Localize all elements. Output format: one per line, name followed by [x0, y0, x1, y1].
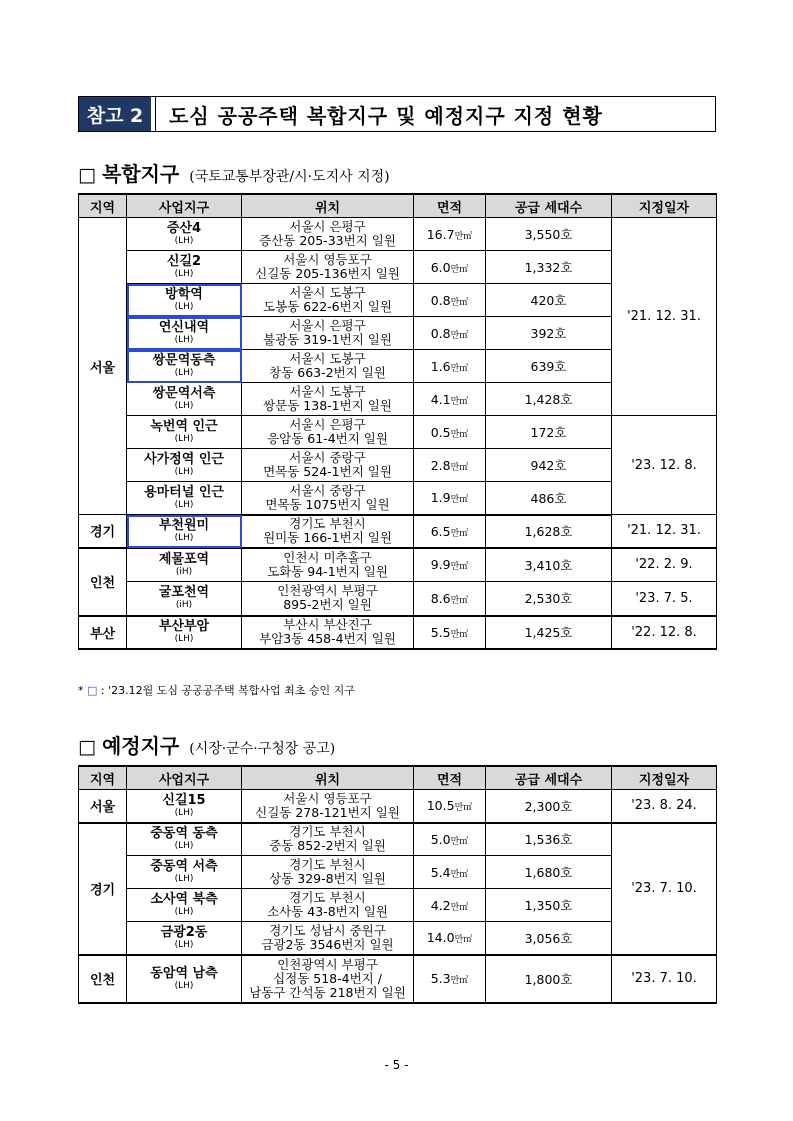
region-cell: 인천: [79, 955, 127, 1003]
header-households: 공급 세대수: [486, 766, 612, 790]
project-cell: 녹번역 인근 (LH): [127, 416, 242, 449]
project-cell-highlighted: 쌍문역동측 (LH): [127, 350, 242, 383]
area-cell: 9.9만㎡: [414, 548, 486, 582]
date-cell: '23. 7. 5.: [612, 582, 717, 616]
households-cell: 486호: [486, 482, 612, 515]
header-date: 지정일자: [612, 194, 717, 218]
households-cell: 392호: [486, 317, 612, 350]
header-region: 지역: [79, 766, 127, 790]
households-cell: 3,410호: [486, 548, 612, 582]
project-cell: 사가정역 인근 (LH): [127, 449, 242, 482]
location-cell: 경기도 부천시 소사동 43-8번지 일원: [242, 889, 414, 922]
project-cell: 중동역 동측 (LH): [127, 823, 242, 856]
location-cell: 인천광역시 부평구 895-2번지 일원: [242, 582, 414, 616]
table-row: [79, 515, 717, 548]
footnote-text: : '23.12월 도심 공공공주택 복합사업 최초 승인 지구: [100, 684, 355, 697]
footnote-star: *: [78, 684, 84, 697]
project-cell-highlighted: 연신내역 (LH): [127, 317, 242, 350]
location-cell: 서울시 영등포구 신길동 278-121번지 일원: [242, 790, 414, 823]
section1-title: 복합지구: [101, 162, 180, 186]
households-cell: 942호: [486, 449, 612, 482]
households-cell: 1,425호: [486, 616, 612, 649]
households-cell: 1,428호: [486, 383, 612, 416]
region-cell: 서울: [79, 218, 127, 515]
project-cell: 소사역 북측 (LH): [127, 889, 242, 922]
households-cell: 172호: [486, 416, 612, 449]
households-cell: 1,680호: [486, 856, 612, 889]
project-cell: 중동역 서측 (LH): [127, 856, 242, 889]
date-cell: '21. 12. 31.: [612, 515, 717, 548]
blue-square-icon: □: [87, 684, 98, 697]
project-cell: 용마터널 인근 (LH): [127, 482, 242, 515]
page-number: - 5 -: [384, 1058, 409, 1072]
location-cell: 서울시 도봉구 도봉동 622-6번지 일원: [242, 284, 414, 317]
date-cell: '23. 8. 24.: [612, 790, 717, 823]
location-cell: 서울시 중랑구 면목동 524-1번지 일원: [242, 449, 414, 482]
area-cell: 14.0만㎡: [414, 922, 486, 955]
section2-heading: [78, 730, 335, 759]
date-cell: '21. 12. 31.: [612, 218, 717, 416]
area-cell: 0.8만㎡: [414, 317, 486, 350]
project-cell: 증산4 (LH): [127, 218, 242, 251]
households-cell: 1,350호: [486, 889, 612, 922]
date-cell: '22. 2. 9.: [612, 548, 717, 582]
region-cell: 경기: [79, 823, 127, 955]
table-row: [79, 582, 717, 616]
households-cell: 2,300호: [486, 790, 612, 823]
project-cell: 신길2 (LH): [127, 251, 242, 284]
section2-subtitle: (시장·군수·구청장 공고): [189, 741, 336, 757]
area-cell: 6.0만㎡: [414, 251, 486, 284]
header-project: 사업지구: [127, 766, 242, 790]
planned-zone-table: [78, 765, 717, 1004]
location-cell: 인천광역시 부평구 십정동 518-4번지 / 남동구 간석동 218번지 일원: [242, 955, 414, 1003]
title-tag: 참고 2: [79, 97, 155, 131]
date-cell: '23. 12. 8.: [612, 416, 717, 515]
region-cell: 부산: [79, 616, 127, 649]
region-cell: 서울: [79, 790, 127, 823]
area-cell: 0.8만㎡: [414, 284, 486, 317]
area-cell: 10.5만㎡: [414, 790, 486, 823]
checkbox-square-icon: □: [78, 164, 96, 186]
households-cell: 1,628호: [486, 515, 612, 548]
project-cell: 부산부암 (LH): [127, 616, 242, 649]
location-cell: 경기도 부천시 중동 852-2번지 일원: [242, 823, 414, 856]
designated-zone-table: [78, 193, 717, 650]
header-area: 면적: [414, 194, 486, 218]
title-box: [78, 96, 716, 132]
households-cell: 639호: [486, 350, 612, 383]
location-cell: 경기도 부천시 상동 329-8번지 일원: [242, 856, 414, 889]
area-cell: 1.6만㎡: [414, 350, 486, 383]
location-cell: 부산시 부산진구 부암3동 458-4번지 일원: [242, 616, 414, 649]
date-cell: '23. 7. 10.: [612, 955, 717, 1003]
location-cell: 서울시 은평구 응암동 61-4번지 일원: [242, 416, 414, 449]
location-cell: 서울시 도봉구 창동 663-2번지 일원: [242, 350, 414, 383]
region-cell: 경기: [79, 515, 127, 548]
checkbox-square-icon: □: [78, 736, 96, 758]
project-cell: 신길15 (LH): [127, 790, 242, 823]
table-row: [79, 218, 717, 251]
location-cell: 서울시 도봉구 쌍문동 138-1번지 일원: [242, 383, 414, 416]
area-cell: 4.2만㎡: [414, 889, 486, 922]
page-title: 도심 공공주택 복합지구 및 예정지구 지정 현황: [169, 103, 603, 128]
header-region: 지역: [79, 194, 127, 218]
section2-title: 예정지구: [101, 734, 180, 758]
header-location: 위치: [242, 194, 414, 218]
project-cell: 제물포역 (iH): [127, 548, 242, 582]
area-cell: 8.6만㎡: [414, 582, 486, 616]
households-cell: 3,550호: [486, 218, 612, 251]
area-cell: 5.4만㎡: [414, 856, 486, 889]
table-row: [79, 548, 717, 582]
location-cell: 서울시 은평구 불광동 319-1번지 일원: [242, 317, 414, 350]
households-cell: 1,800호: [486, 955, 612, 1003]
header-project: 사업지구: [127, 194, 242, 218]
area-cell: 2.8만㎡: [414, 449, 486, 482]
project-cell: 동암역 남측 (LH): [127, 955, 242, 1003]
location-cell: 경기도 성남시 중원구 금광2동 3546번지 일원: [242, 922, 414, 955]
date-cell: '23. 7. 10.: [612, 823, 717, 955]
table-row: [79, 616, 717, 649]
table-row: [79, 955, 717, 1003]
section1-heading: [78, 158, 390, 187]
area-cell: 5.0만㎡: [414, 823, 486, 856]
section1-subtitle: (국토교통부장관/시·도지사 지정): [189, 169, 390, 185]
header-location: 위치: [242, 766, 414, 790]
header-area: 면적: [414, 766, 486, 790]
area-cell: 0.5만㎡: [414, 416, 486, 449]
households-cell: 420호: [486, 284, 612, 317]
area-cell: 5.5만㎡: [414, 616, 486, 649]
project-cell-highlighted: 부천원미 (LH): [127, 515, 242, 548]
households-cell: 3,056호: [486, 922, 612, 955]
area-cell: 16.7만㎡: [414, 218, 486, 251]
project-cell: 굴포천역 (iH): [127, 582, 242, 616]
area-cell: 1.9만㎡: [414, 482, 486, 515]
project-cell: 쌍문역서측 (LH): [127, 383, 242, 416]
households-cell: 1,332호: [486, 251, 612, 284]
location-cell: 경기도 부천시 원미동 166-1번지 일원: [242, 515, 414, 548]
region-cell: 인천: [79, 548, 127, 616]
project-cell-highlighted: 방학역 (LH): [127, 284, 242, 317]
project-cell: 금광2동 (LH): [127, 922, 242, 955]
table-row: [79, 790, 717, 823]
area-cell: 6.5만㎡: [414, 515, 486, 548]
location-cell: 서울시 중랑구 면목동 1075번지 일원: [242, 482, 414, 515]
area-cell: 4.1만㎡: [414, 383, 486, 416]
area-cell: 5.3만㎡: [414, 955, 486, 1003]
location-cell: 서울시 은평구 증산동 205-33번지 일원: [242, 218, 414, 251]
footnote: [78, 682, 355, 698]
location-cell: 인천시 미추홀구 도화동 94-1번지 일원: [242, 548, 414, 582]
location-cell: 서울시 영등포구 신길동 205-136번지 일원: [242, 251, 414, 284]
header-date: 지정일자: [612, 766, 717, 790]
header-households: 공급 세대수: [486, 194, 612, 218]
table-row: [79, 823, 717, 856]
table-row: [79, 416, 717, 449]
households-cell: 2,530호: [486, 582, 612, 616]
date-cell: '22. 12. 8.: [612, 616, 717, 649]
households-cell: 1,536호: [486, 823, 612, 856]
